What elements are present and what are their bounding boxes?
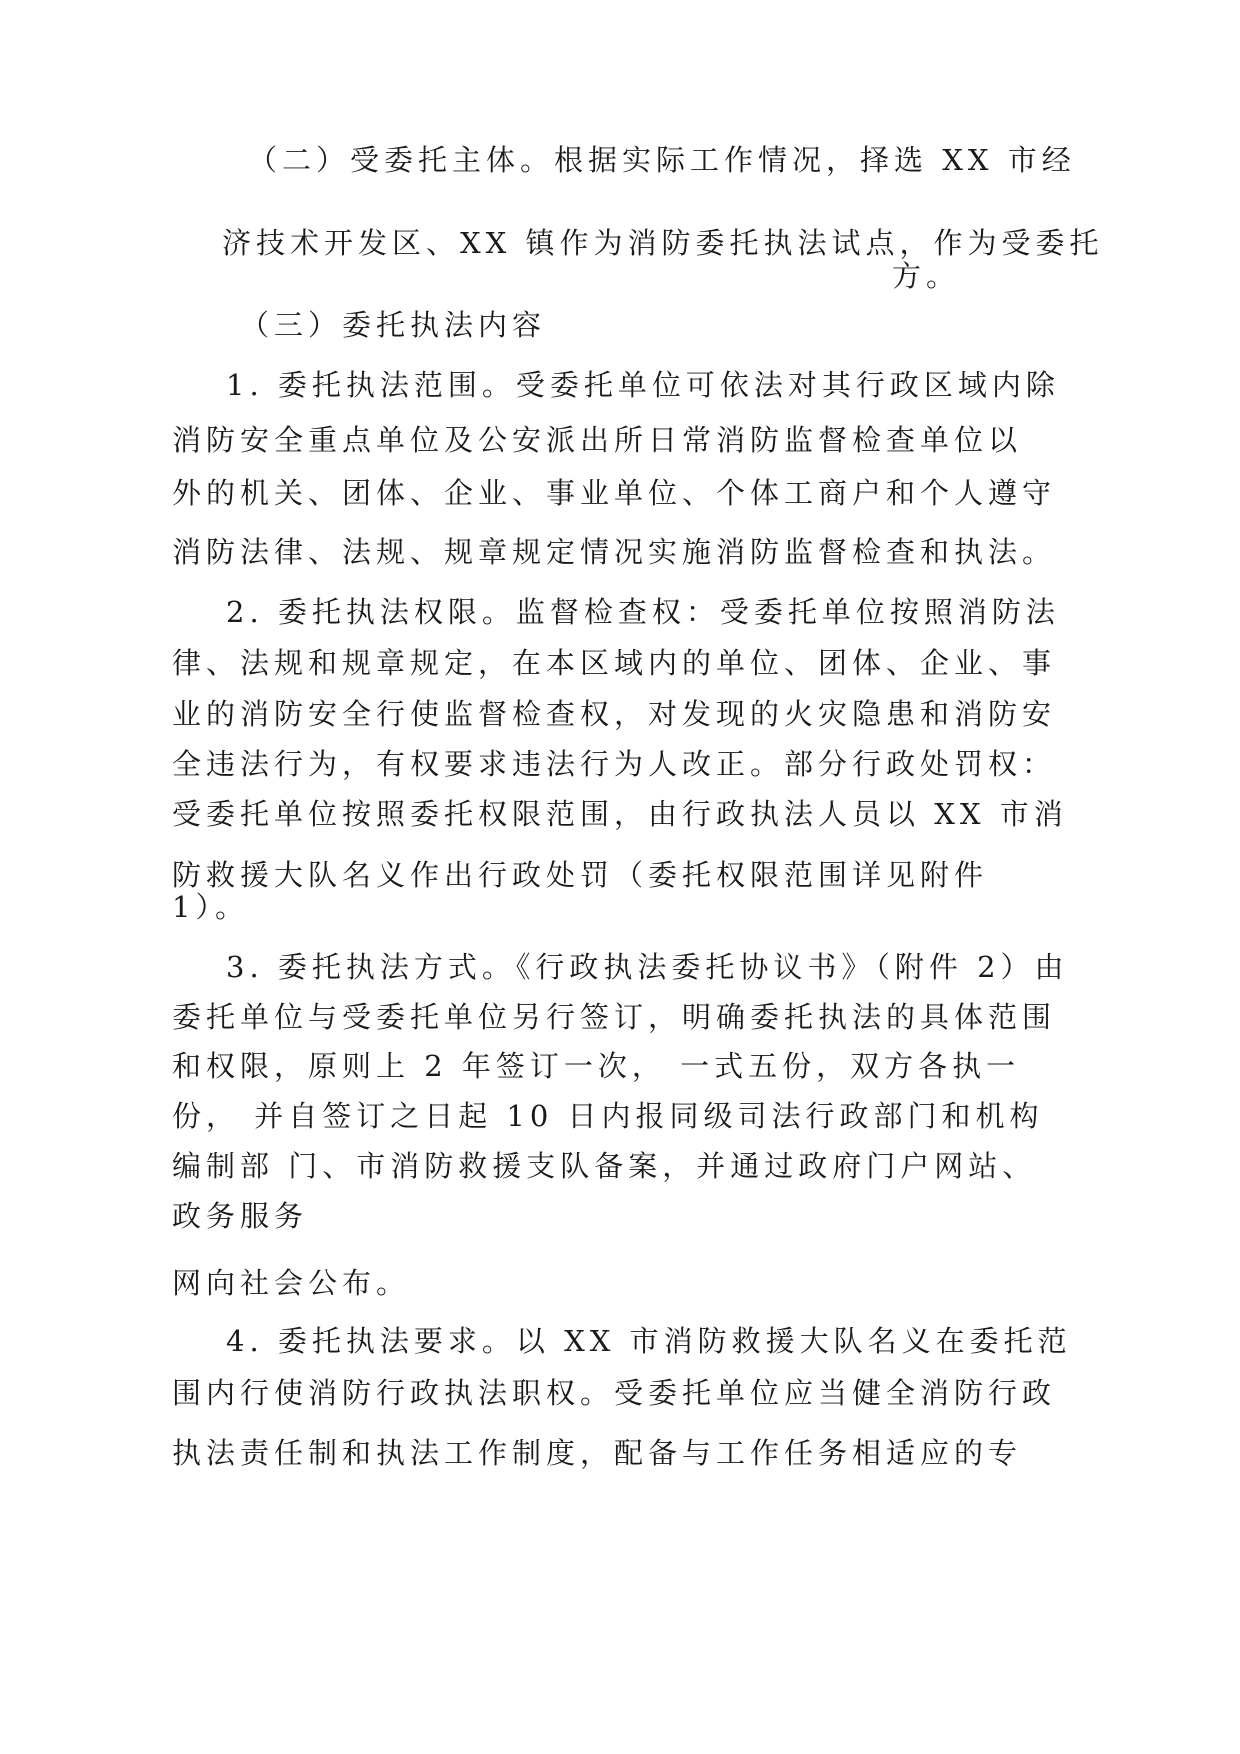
text-line: 律、法规和规章规定，在本区域内的单位、团体、企业、事 [172,646,1057,680]
text-line: 1. 委托执法范围。受委托单位可依法对其行政区域内除 [226,368,1060,402]
text-line: 份， 并自签订之日起 10 日内报同级司法行政部门和机构 [172,1099,1044,1133]
text-line: 防救援大队名义作出行政处罚（委托权限范围详见附件 [172,858,989,892]
text-line: （三）委托执法内容 [240,308,547,342]
text-line: 网向社会公布。 [172,1266,411,1300]
text-line: 业的消防安全行使监督检查权，对发现的火灾隐患和消防安 [172,697,1057,731]
text-line: 4. 委托执法要求。以 XX 市消防救援大队名义在委托范 [226,1324,1072,1358]
text-line: 受委托单位按照委托权限范围，由行政执法人员以 XX 市消 [172,797,1068,831]
text-line: 围内行使消防行政执法职权。受委托单位应当健全消防行政 [172,1376,1057,1410]
text-line: 2. 委托执法权限。监督检查权：受委托单位按照消防法 [226,595,1060,629]
text-line: 外的机关、团体、企业、事业单位、个体工商户和个人遵守 [172,476,1057,510]
text-line: 全违法行为，有权要求违法行为人改正。部分行政处罚权： [172,747,1057,781]
text-line: （二）受委托主体。根据实际工作情况，择选 XX 市经 [248,143,1076,177]
text-line: 3. 委托执法方式。《行政执法委托协议书》（附件 2）由 [226,950,1069,984]
text-line: 济技术开发区、XX 镇作为消防委托执法试点，作为受委托 [222,226,1104,260]
text-line: 政务服务 [172,1199,309,1233]
text-line: 消防法律、法规、规章规定情况实施消防监督检查和执法。 [172,535,1057,569]
text-line: 消防安全重点单位及公安派出所日常消防监督检查单位以 [172,423,1023,457]
text-line: 执法责任制和执法工作制度，配备与工作任务相适应的专 [172,1436,1023,1470]
text-line: 委托单位与受委托单位另行签订，明确委托执法的具体范围 [172,1000,1057,1034]
text-line: 和权限，原则上 2 年签订一次， 一式五份，双方各执一 [172,1049,1021,1083]
text-line: 方。 [892,259,961,293]
text-line: 1）。 [172,890,249,924]
text-line: 编制部 门、市消防救援支队备案，并通过政府门户网站、 [172,1149,1037,1183]
